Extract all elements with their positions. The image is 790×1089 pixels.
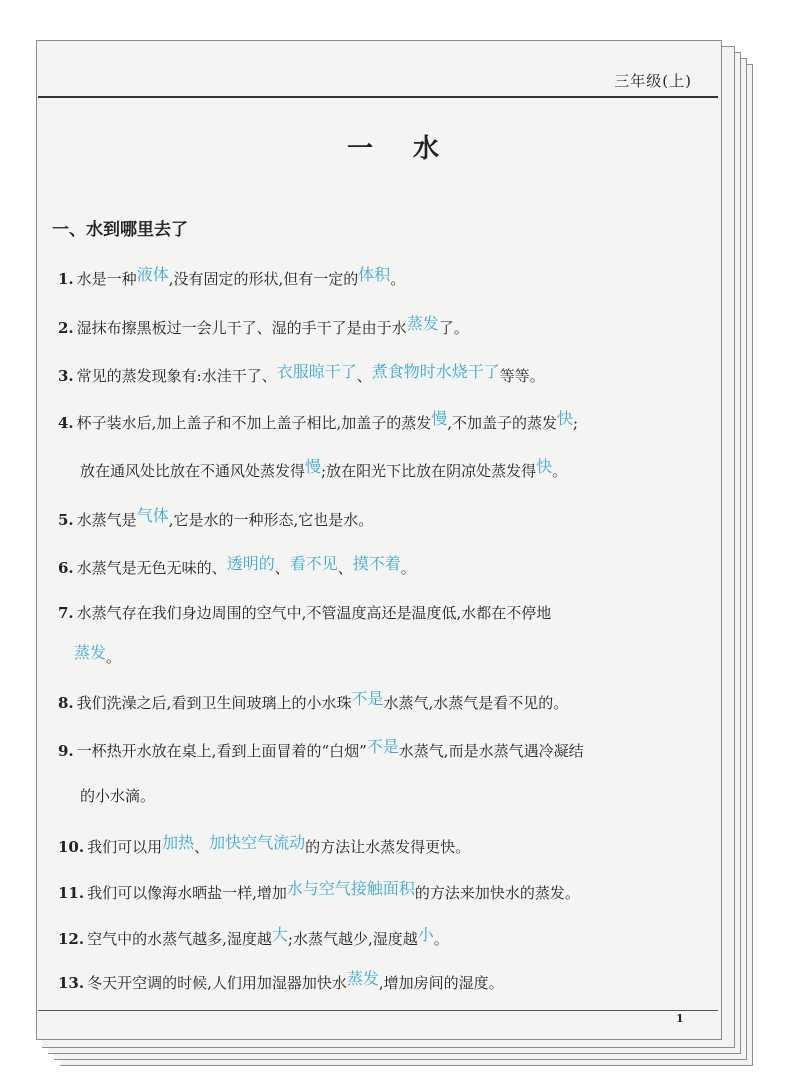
answer: 蒸发 xyxy=(74,643,107,662)
question-10: 10. 我们可以用加热、加快空气流动的方法让水蒸发得更快。 xyxy=(58,833,471,856)
question-9: 9. 一杯热开水放在桌上,看到上面冒着的“白烟”不是水蒸气,而是水蒸气遇冷凝结 xyxy=(58,737,584,760)
answer: 大 xyxy=(271,925,288,944)
grade-label: 三年级(上) xyxy=(614,72,692,90)
footer-rule xyxy=(38,1010,718,1011)
answer: 水与空气接触面积 xyxy=(286,879,415,898)
question-13: 13. 冬天开空调的时候,人们用加湿器加快水蒸发,增加房间的湿度。 xyxy=(58,969,504,992)
page-number: 1 xyxy=(676,1012,684,1025)
question-4: 4. 杯子装水后,加上盖子和不加上盖子相比,加盖子的蒸发慢,不加盖子的蒸发快; xyxy=(58,409,579,432)
answer: 摸不着 xyxy=(352,554,401,573)
chapter-name: 水 xyxy=(413,134,444,164)
answer: 快 xyxy=(536,457,553,476)
answer: 快 xyxy=(557,409,574,428)
question-1: 1. 水是一种液体,没有固定的形状,但有一定的体积。 xyxy=(58,265,406,288)
question-12: 12. 空气中的水蒸气越多,湿度越大;水蒸气越少,湿度越小。 xyxy=(58,925,449,948)
answer: 慢 xyxy=(431,409,448,428)
answer: 煮食物时水烧干了 xyxy=(371,362,500,381)
answer: 蒸发 xyxy=(406,314,439,333)
answer: 加热 xyxy=(162,833,195,852)
answer: 液体 xyxy=(136,265,169,284)
chapter-number: 一 xyxy=(346,134,377,164)
answer: 小 xyxy=(417,925,434,944)
answer: 加快空气流动 xyxy=(209,833,306,852)
question-7-line-2: 蒸发。 xyxy=(74,643,122,666)
question-2: 2. 湿抹布擦黑板过一会儿干了、湿的手干了是由于水蒸发了。 xyxy=(58,314,469,337)
question-7: 7. 水蒸气存在我们身边周围的空气中,不管温度高还是温度低,水都在不停地 xyxy=(58,604,552,622)
answer: 不是 xyxy=(366,737,399,756)
answer: 透明的 xyxy=(226,554,275,573)
question-9-line-2: 的小水滴。 xyxy=(80,787,156,805)
question-8: 8. 我们洗澡之后,看到卫生间玻璃上的小水珠不是水蒸气,水蒸气是看不见的。 xyxy=(58,689,569,712)
answer: 看不见 xyxy=(289,554,338,573)
answer: 不是 xyxy=(351,689,384,708)
section-title: 一、水到哪里去了 xyxy=(52,220,188,240)
question-5: 5. 水蒸气是气体,它是水的一种形态,它也是水。 xyxy=(58,506,374,529)
answer: 衣服晾干了 xyxy=(276,362,357,381)
header-rule xyxy=(38,96,718,98)
chapter-title xyxy=(0,128,790,165)
answer: 体积 xyxy=(358,265,391,284)
question-4-line-2: 放在通风处比放在不通风处蒸发得慢;放在阳光下比放在阴凉处蒸发得快。 xyxy=(80,457,568,480)
answer: 蒸发 xyxy=(346,969,379,988)
answer: 慢 xyxy=(305,457,322,476)
question-3: 3. 常见的蒸发现象有:水洼干了、衣服晾干了、煮食物时水烧干了等等。 xyxy=(58,362,545,385)
question-11: 11. 我们可以像海水晒盐一样,增加水与空气接触面积的方法来加快水的蒸发。 xyxy=(58,879,580,902)
answer: 气体 xyxy=(136,506,169,525)
question-6: 6. 水蒸气是无色无味的、透明的、看不见、摸不着。 xyxy=(58,554,416,577)
